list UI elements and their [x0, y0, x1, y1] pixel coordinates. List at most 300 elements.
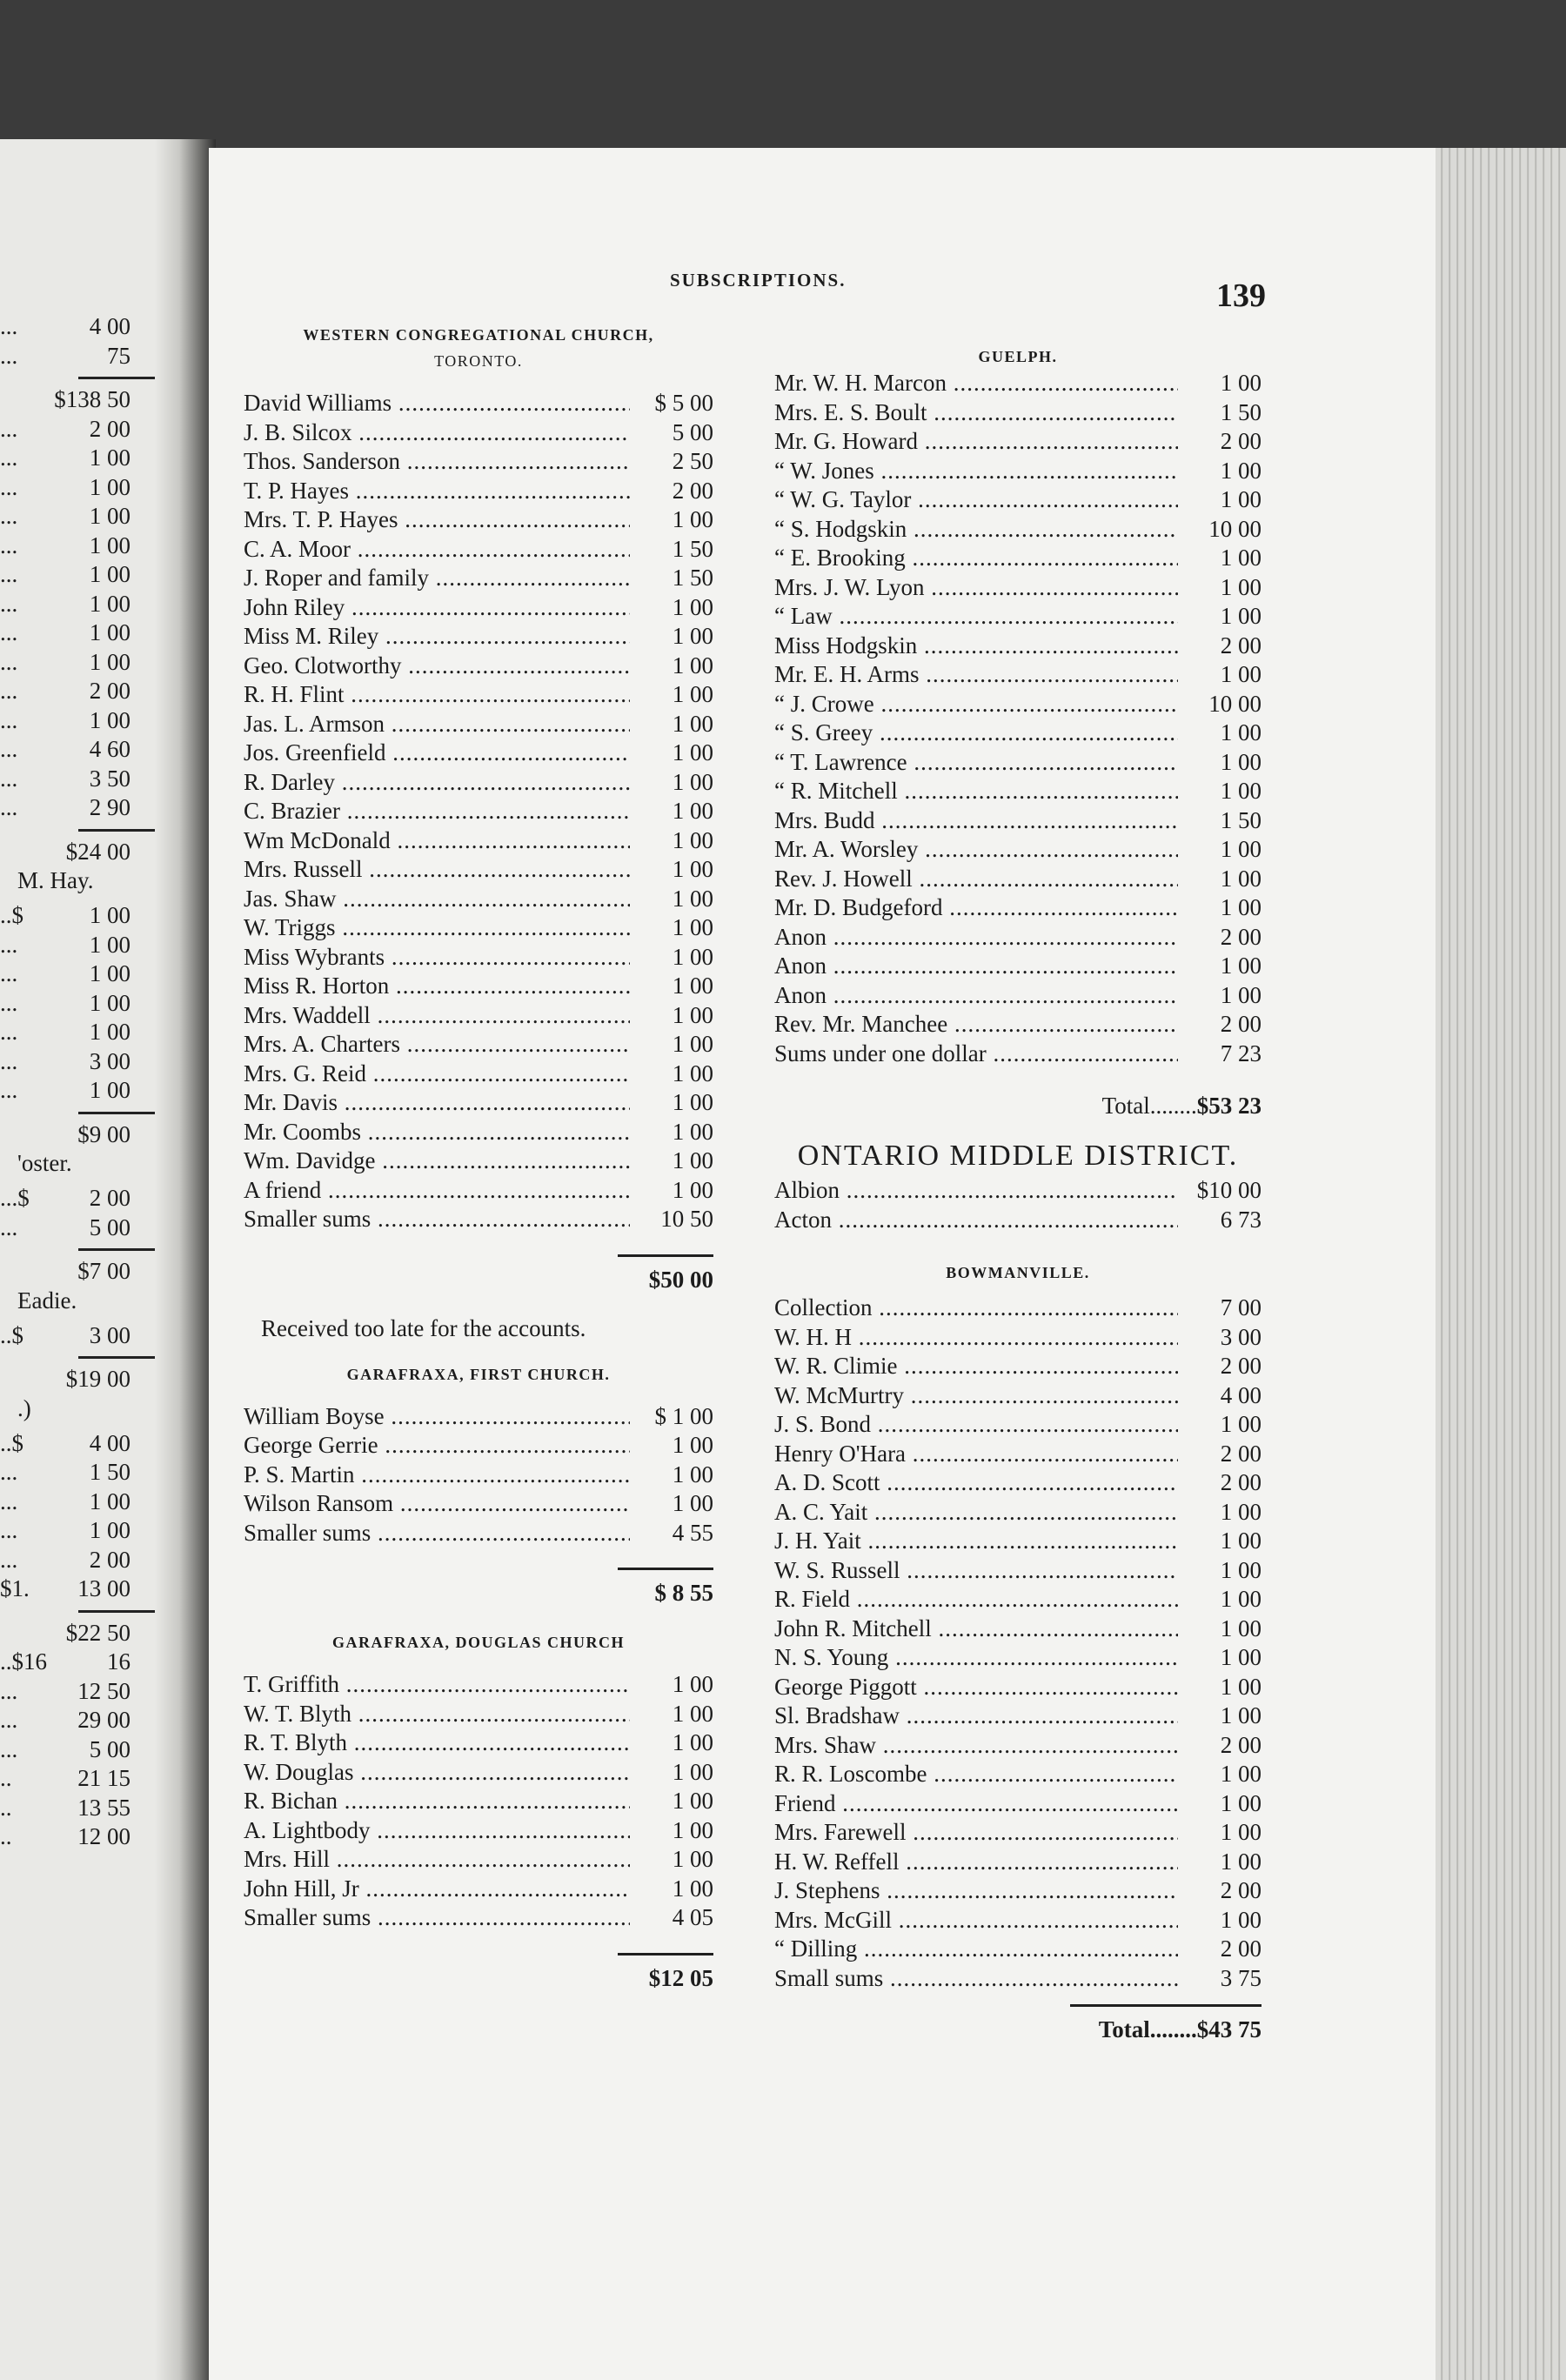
subscription-entry	[774, 1965, 1262, 1995]
subscription-entry	[774, 1849, 1262, 1878]
subscriber-name: Mrs. Hill .....	[244, 1846, 630, 1873]
subscription-amount: 1 00	[1220, 573, 1262, 600]
left-page-column	[0, 313, 130, 1853]
left-fragment-line	[0, 1077, 130, 1106]
left-fragment-amount: 1 00	[89, 960, 130, 986]
left-fragment-line	[0, 1795, 130, 1824]
subscription-entry	[244, 1060, 713, 1090]
subscription-entry	[774, 428, 1262, 458]
subscription-amount: 1 00	[672, 1147, 713, 1173]
subscription-amount: 1 00	[1220, 545, 1262, 571]
subscription-amount: 1 00	[1220, 1906, 1262, 1933]
subscription-entry	[244, 973, 713, 1002]
left-fragment-line	[0, 736, 130, 765]
left-fragment-amount: 1 00	[89, 1517, 130, 1543]
left-fragment-amount: 3 50	[89, 765, 130, 792]
left-fragment-amount: 75	[107, 342, 130, 369]
subscription-amount: 1 00	[672, 681, 713, 707]
subscription-amount: 1 00	[672, 1001, 713, 1028]
left-fragment-amount: 1 00	[89, 531, 130, 558]
subscription-amount: 1 00	[672, 1788, 713, 1814]
column-right	[774, 344, 1262, 2047]
subscription-amount: 1 00	[1220, 1615, 1262, 1641]
subscriber-name: T. P. Hayes .....	[244, 478, 630, 505]
subscriber-name: “ W. G. Taylor .....	[774, 486, 1178, 513]
left-fragment-amount: 1 00	[89, 473, 130, 500]
left-fragment-line	[0, 1547, 130, 1576]
left-fragment-name: ...	[0, 1546, 18, 1573]
subscription-entry	[774, 1294, 1262, 1324]
subscriber-name: Mrs. McGill .....	[774, 1907, 1178, 1934]
subscription-amount: 1 50	[672, 565, 713, 591]
subscriber-name: W. S. Russell .....	[774, 1557, 1178, 1584]
subscription-amount: 1 00	[1220, 894, 1262, 920]
subscription-amount: 3 00	[1220, 1323, 1262, 1350]
subscription-amount: 1 00	[672, 652, 713, 679]
subscription-entry	[244, 886, 713, 915]
subscription-entry	[774, 1702, 1262, 1732]
subscription-entry	[244, 536, 713, 565]
subscription-amount: 1 00	[1220, 1556, 1262, 1583]
subscriber-name: Mrs. A. Charters .....	[244, 1031, 630, 1058]
subscription-entry	[244, 944, 713, 973]
page-number: 139	[1216, 277, 1266, 314]
subscriber-name: “ Law .....	[774, 603, 1178, 630]
subscriber-name: George Piggott .....	[774, 1674, 1178, 1701]
subscription-entry	[774, 1382, 1262, 1412]
subscription-amount: 1 00	[1220, 836, 1262, 862]
subscription-amount: 2 00	[1220, 1731, 1262, 1758]
subscription-amount: 10 50	[660, 1206, 713, 1232]
left-fragment-amount: $19 00	[65, 1366, 130, 1392]
subscription-entry	[244, 448, 713, 478]
subscription-entry	[244, 1846, 713, 1875]
left-fragment-amount: 2 90	[89, 794, 130, 820]
total-label: Total	[1098, 2016, 1150, 2042]
subscription-entry	[774, 1674, 1262, 1703]
left-fragment-name: ..$16	[0, 1648, 47, 1675]
left-fragment-line	[0, 1620, 130, 1649]
subscription-entry	[244, 1904, 713, 1934]
subscriber-name: Jas. L. Armson .....	[244, 711, 630, 738]
left-fragment-line	[0, 765, 130, 795]
subscription-amount: 1 50	[672, 535, 713, 562]
subscription-amount: 7 00	[1220, 1294, 1262, 1320]
left-total-rule	[78, 1356, 157, 1359]
left-fragment-amount: 2 00	[89, 1546, 130, 1573]
subscriber-name: Miss M. Riley .....	[244, 623, 630, 650]
subscription-entry	[774, 574, 1262, 604]
subscription-entry	[244, 1031, 713, 1060]
left-fragment-amount: 2 00	[89, 1185, 130, 1211]
subscriber-name: “ W. Jones .....	[774, 458, 1178, 485]
subscriber-name: A. D. Scott .....	[774, 1469, 1178, 1496]
subscription-entry	[774, 632, 1262, 662]
subscription-amount: 1 00	[672, 1031, 713, 1057]
left-fragment-name: ...	[0, 1459, 18, 1485]
subscriber-name: Albion .....	[774, 1177, 1178, 1204]
subscription-entry	[244, 1759, 713, 1788]
subscriber-name: Wilson Ransom .....	[244, 1490, 630, 1517]
left-fragment-name: ..	[0, 1765, 12, 1791]
left-fragment-line	[0, 1648, 130, 1678]
section-title-western: WESTERN CONGREGATIONAL CHURCH,	[303, 326, 654, 344]
subscriber-name: John Riley .....	[244, 594, 630, 621]
subscription-entry	[244, 1432, 713, 1461]
subscriber-name: Smaller sums .....	[244, 1520, 630, 1547]
subscriber-name: “ R. Mitchell .....	[774, 778, 1178, 805]
subscription-entry	[244, 1729, 713, 1759]
subscription-entry	[244, 652, 713, 682]
left-fragment-line	[0, 1459, 130, 1488]
subscription-entry	[774, 778, 1262, 807]
subscription-entry	[244, 1119, 713, 1148]
left-fragment-name: ...	[0, 415, 18, 442]
left-fragment-name: ..$	[0, 1429, 23, 1456]
left-fragment-amount: $9 00	[77, 1120, 130, 1147]
left-fragment-line	[0, 619, 130, 649]
left-fragment-name: ...	[0, 619, 18, 645]
page-header-title: SUBSCRIPTIONS.	[670, 270, 847, 291]
subscription-entry	[244, 478, 713, 507]
subscription-amount: 4 55	[672, 1519, 713, 1546]
left-fragment-amount: 1 00	[89, 1488, 130, 1514]
subscription-entry	[774, 1177, 1262, 1207]
subscription-entry	[774, 1935, 1262, 1965]
left-fragment-line	[0, 474, 130, 504]
subscriber-name: J. Stephens .....	[774, 1877, 1178, 1904]
total-label: Total	[1101, 1093, 1150, 1119]
subscription-entry	[774, 545, 1262, 574]
total-bowmanville: Total........$43 75	[1098, 2016, 1262, 2042]
subscription-amount: 1 00	[672, 1700, 713, 1727]
subscriber-name: Mrs. G. Reid .....	[244, 1060, 630, 1087]
subscription-entry	[244, 565, 713, 594]
left-fragment-amount: 5 00	[89, 1213, 130, 1240]
subscription-amount: 2 00	[672, 477, 713, 504]
left-fragment-name: ...	[0, 1517, 18, 1543]
subscription-amount: 1 00	[672, 593, 713, 620]
subscriber-name: J. B. Silcox .....	[244, 419, 630, 446]
left-fragment-name: ...	[0, 960, 18, 986]
left-fragment-name: ...	[0, 342, 18, 369]
subscription-amount: 1 00	[1220, 1411, 1262, 1437]
subscription-amount: 6 73	[1220, 1206, 1262, 1233]
subscription-amount: 1 00	[1220, 1528, 1262, 1554]
subscription-amount: 1 00	[1220, 661, 1262, 687]
subscription-entry	[774, 1877, 1262, 1907]
subscriber-name: Anon .....	[774, 924, 1178, 951]
subscription-amount: 1 00	[672, 1176, 713, 1203]
subscriber-name: Mrs. Waddell .....	[244, 1002, 630, 1029]
subscriber-name: Smaller sums .....	[244, 1206, 630, 1233]
subscription-amount: 1 00	[1220, 457, 1262, 484]
subscription-entry	[244, 681, 713, 711]
left-fragment-line	[0, 678, 130, 707]
subscriber-name: “ S. Hodgskin .....	[774, 516, 1178, 543]
subscription-entry	[774, 836, 1262, 866]
left-fragment-amount: 4 60	[89, 736, 130, 762]
subscriber-name: Small sums .....	[774, 1965, 1178, 1992]
total-garafraxa-douglas: $12 05	[648, 1964, 713, 1991]
left-fragment-line	[0, 503, 130, 532]
subscription-entry	[774, 1353, 1262, 1382]
subscription-amount: 1 00	[1220, 748, 1262, 775]
subscription-amount: 1 00	[672, 856, 713, 882]
left-fragment-line	[0, 1823, 130, 1853]
subscription-amount: 1 00	[672, 943, 713, 970]
left-total-rule	[78, 1248, 157, 1251]
left-fragment-line	[0, 1185, 130, 1214]
left-fragment-line	[0, 1430, 130, 1460]
subscriber-name: Rev. J. Howell .....	[774, 866, 1178, 892]
subscription-entry	[244, 1817, 713, 1847]
section-title-bowmanville: BOWMANVILLE.	[946, 1264, 1090, 1281]
subscriber-name: T. Griffith .....	[244, 1671, 630, 1698]
subscriber-name: Miss Hodgskin .....	[774, 632, 1178, 659]
subscription-entry	[244, 1520, 713, 1549]
left-fragment-amount: 5 00	[89, 1735, 130, 1762]
book-gutter	[155, 139, 216, 2380]
left-fragment-amount: 1 00	[89, 503, 130, 529]
list-western	[244, 390, 713, 1235]
subscription-amount: 3 75	[1220, 1964, 1262, 1991]
subscription-entry	[244, 1701, 713, 1730]
subscriber-name: J. Roper and family .....	[244, 565, 630, 592]
left-fragment-line	[0, 416, 130, 445]
subscription-entry	[774, 458, 1262, 487]
left-fragment-amount: 1 00	[89, 902, 130, 928]
left-fragment-amount: 1 00	[89, 619, 130, 645]
subscription-amount: 2 00	[1220, 923, 1262, 950]
left-fragment-name: ...	[0, 648, 18, 675]
left-fragment-heading: Eadie.	[17, 1287, 77, 1314]
left-fragment-name: ...	[0, 989, 18, 1016]
left-fragment-line	[0, 1707, 130, 1736]
left-fragment-line	[0, 445, 130, 474]
subscription-amount: 5 00	[672, 418, 713, 445]
left-fragment-name: ...	[0, 1019, 18, 1045]
subscriber-name: J. H. Yait .....	[774, 1528, 1178, 1554]
subscription-amount: 1 00	[1220, 953, 1262, 979]
total-rule	[618, 1953, 713, 1955]
subscription-amount: 1 00	[1220, 778, 1262, 804]
left-fragment-line	[0, 386, 130, 416]
subscriber-name: R. T. Blyth .....	[244, 1729, 630, 1756]
subscriber-name: “ J. Crowe .....	[774, 691, 1178, 718]
subscription-amount: 1 00	[672, 1089, 713, 1115]
left-fragment-name: ...	[0, 931, 18, 958]
left-fragment-name: ...	[0, 736, 18, 762]
subscriber-name: W. T. Blyth .....	[244, 1701, 630, 1728]
subscription-entry	[774, 924, 1262, 953]
subscriber-name: Mrs. Budd .....	[774, 807, 1178, 834]
subscription-entry	[774, 1615, 1262, 1645]
left-fragment-line	[0, 1214, 130, 1244]
subscription-entry	[774, 982, 1262, 1012]
subscription-entry	[774, 516, 1262, 545]
left-fragment-amount: 1 00	[89, 931, 130, 958]
left-fragment-amount: 4 00	[89, 1429, 130, 1456]
subscriber-name: Smaller sums .....	[244, 1904, 630, 1931]
subscription-amount: 1 00	[672, 1060, 713, 1086]
subscription-amount: 2 00	[1220, 1440, 1262, 1467]
left-fragment-name: ...	[0, 1735, 18, 1762]
left-fragment-line	[0, 1121, 130, 1151]
subscriber-name: Mrs. E. S. Boult .....	[774, 399, 1178, 426]
left-fragment-name: ...	[0, 1677, 18, 1704]
left-fragment-line	[0, 902, 130, 932]
subscriber-name: Miss R. Horton .....	[244, 973, 630, 999]
subscription-entry	[774, 749, 1262, 779]
subscriber-name: Anon .....	[774, 953, 1178, 979]
list-garafraxa-first	[244, 1403, 713, 1549]
left-fragment-name: ...	[0, 1707, 18, 1733]
section-subtitle-toronto: TORONTO.	[434, 352, 523, 370]
subscription-amount: 1 00	[672, 1671, 713, 1697]
left-fragment-amount: 3 00	[89, 1047, 130, 1074]
left-fragment-amount: 16	[107, 1648, 130, 1675]
subscription-amount: 1 00	[672, 710, 713, 737]
subscription-entry	[244, 856, 713, 886]
left-fragment-amount: 3 00	[89, 1321, 130, 1348]
list-bowmanville	[774, 1294, 1262, 1994]
subscription-entry	[244, 623, 713, 652]
left-fragment-line	[0, 532, 130, 562]
subscriber-name: H. W. Reffell .....	[774, 1849, 1178, 1875]
subscription-entry	[244, 769, 713, 799]
subscription-amount: 1 00	[672, 1875, 713, 1902]
subscriber-name: Mr. W. H. Marcon .....	[774, 370, 1178, 397]
subscription-entry	[774, 691, 1262, 720]
subscriber-name: Mr. Davis .....	[244, 1089, 630, 1116]
subscription-amount: 1 00	[672, 506, 713, 532]
subscription-amount: 7 23	[1220, 1040, 1262, 1066]
left-fragment-line	[0, 1575, 130, 1605]
left-fragment-amount: 1 00	[89, 706, 130, 733]
subscription-entry	[244, 1671, 713, 1701]
subscriber-name: Mrs. Russell .....	[244, 856, 630, 883]
left-fragment-name: ..	[0, 1823, 12, 1849]
left-fragment-name: ...	[0, 1047, 18, 1074]
subscription-amount: 1 50	[1220, 398, 1262, 425]
subscriber-name: “ E. Brooking .....	[774, 545, 1178, 572]
left-fragment-name: $1.	[0, 1575, 30, 1601]
left-fragment-line	[0, 313, 130, 343]
subscriber-name: R. H. Flint .....	[244, 681, 630, 708]
subscription-amount: 1 00	[672, 885, 713, 912]
left-fragment-amount: 1 00	[89, 590, 130, 617]
total-value: $53 23	[1196, 1093, 1262, 1119]
left-fragment-line	[0, 561, 130, 591]
subscriber-name: Mrs. J. W. Lyon .....	[774, 574, 1178, 601]
subscription-amount: 1 00	[1220, 981, 1262, 1008]
left-total-rule	[78, 829, 157, 832]
left-fragment-heading: .)	[17, 1394, 31, 1421]
subscriber-name: R. Bichan .....	[244, 1788, 630, 1815]
left-fragment-line	[0, 1322, 130, 1352]
subscription-entry	[774, 807, 1262, 837]
subscription-amount: 2 00	[1220, 428, 1262, 454]
subscription-entry	[244, 1403, 713, 1433]
subscriber-name: Thos. Sanderson .....	[244, 448, 630, 475]
subscription-amount: $10 00	[1196, 1177, 1262, 1203]
subscription-amount: 2 00	[1220, 632, 1262, 659]
left-fragment-amount: 1 00	[89, 1019, 130, 1045]
subscription-entry	[774, 1040, 1262, 1070]
subscription-entry	[774, 1557, 1262, 1587]
subscription-entry	[774, 603, 1262, 632]
subscription-entry	[774, 953, 1262, 982]
subscriber-name: Mr. D. Budgeford .....	[774, 894, 1178, 921]
left-fragment-line	[0, 1517, 130, 1547]
subscriber-name: C. A. Moor .....	[244, 536, 630, 563]
section-title-ontario-middle: ONTARIO MIDDLE DISTRICT.	[797, 1140, 1239, 1172]
subscription-amount: 1 00	[1220, 1498, 1262, 1525]
subscription-entry	[244, 711, 713, 740]
left-total-rule	[78, 377, 157, 379]
left-fragment-amount: $24 00	[65, 838, 130, 865]
left-fragment-name: ...	[0, 561, 18, 587]
left-fragment-line	[0, 591, 130, 620]
subscription-entry	[244, 1206, 713, 1235]
subscription-amount: 4 00	[1220, 1381, 1262, 1408]
subscription-amount: 2 00	[1220, 1935, 1262, 1962]
left-fragment-line	[0, 960, 130, 990]
left-fragment-line	[0, 707, 130, 737]
subscriber-name: “ S. Greey .....	[774, 719, 1178, 746]
subscription-amount: 1 00	[1220, 1761, 1262, 1787]
subscriber-name: W. Triggs .....	[244, 914, 630, 941]
subscription-entry	[244, 1788, 713, 1817]
left-fragment-line	[0, 932, 130, 961]
left-fragment-line	[0, 649, 130, 679]
left-fragment-amount: 1 00	[89, 989, 130, 1016]
subscription-entry	[774, 1528, 1262, 1557]
left-fragment-amount: 21 15	[77, 1765, 130, 1791]
subscriber-name: R. Field .....	[774, 1586, 1178, 1613]
subscriber-name: Wm McDonald .....	[244, 827, 630, 854]
left-fragment-amount: $22 50	[65, 1619, 130, 1646]
subscription-entry	[774, 486, 1262, 516]
subscription-amount: 1 00	[1220, 865, 1262, 892]
left-fragment-amount: 1 00	[89, 648, 130, 675]
left-fragment-name: ...	[0, 445, 18, 471]
list-garafraxa-douglas	[244, 1671, 713, 1934]
list-ontario	[774, 1177, 1262, 1235]
left-fragment-name: ..$	[0, 902, 23, 928]
subscription-amount: 4 05	[672, 1904, 713, 1930]
subscription-entry	[774, 1732, 1262, 1762]
section-title-garafraxa-douglas: GARAFRAXA, DOUGLAS CHURCH	[331, 1634, 625, 1651]
subscriber-name: Mrs. Farewell .....	[774, 1819, 1178, 1846]
left-fragment-amount: 1 50	[89, 1459, 130, 1485]
subscriber-name: William Boyse .....	[244, 1403, 630, 1430]
subscriber-name: Mrs. T. P. Hayes .....	[244, 506, 630, 533]
left-fragment-line	[0, 1736, 130, 1766]
subscriber-name: Jas. Shaw .....	[244, 886, 630, 913]
subscription-amount: 1 00	[672, 1816, 713, 1843]
subscription-amount: 1 00	[1220, 1819, 1262, 1845]
subscription-entry	[244, 1875, 713, 1905]
subscriber-name: Sl. Bradshaw .....	[774, 1702, 1178, 1729]
subscriber-name: George Gerrie .....	[244, 1432, 630, 1459]
subscription-entry	[774, 1011, 1262, 1040]
left-fragment-line	[0, 1366, 130, 1395]
left-fragment-name: ...	[0, 765, 18, 792]
subscriber-name: Collection .....	[774, 1294, 1178, 1321]
subscription-amount: 1 00	[672, 1461, 713, 1488]
